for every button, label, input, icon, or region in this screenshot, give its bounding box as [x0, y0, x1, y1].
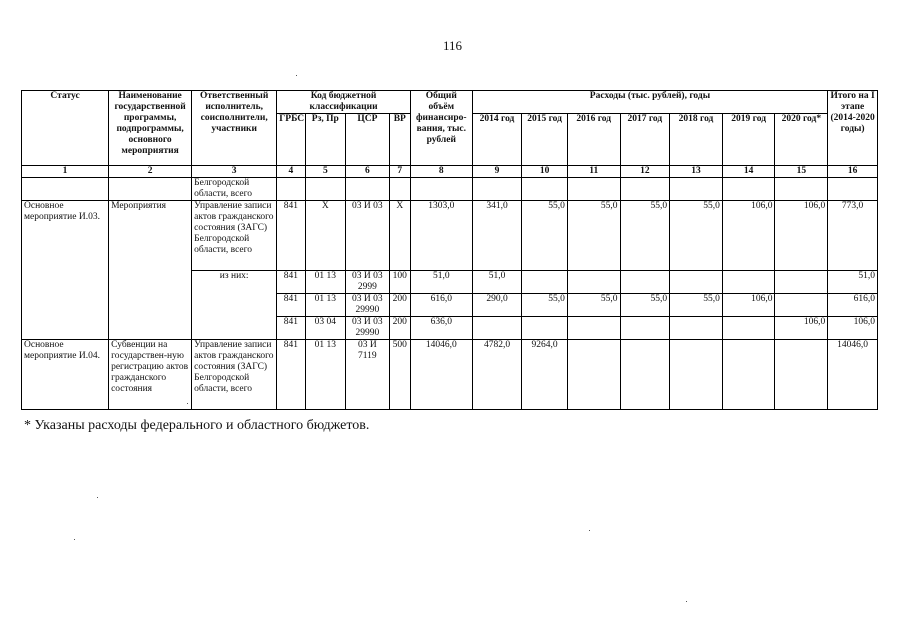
rz-pr-cell: Х	[305, 201, 346, 271]
rz-pr-cell: 01 13	[305, 294, 346, 317]
header-executor: Ответственный исполнитель, соисполнители, участники	[192, 91, 277, 166]
column-number: 5	[305, 166, 346, 178]
year-2020-cell: 106,0	[775, 317, 828, 340]
year-2019-cell	[722, 317, 775, 340]
grbs-cell: 841	[277, 294, 305, 317]
scan-speck	[589, 530, 590, 531]
csr-cell: 03 И 03	[346, 201, 390, 271]
stage-total-cell: 616,0	[828, 294, 878, 317]
year-2015-cell: 9264,0	[522, 340, 568, 410]
grbs-cell: 841	[277, 271, 305, 294]
header-grbs: ГРБС	[277, 114, 305, 166]
scan-speck	[74, 539, 75, 540]
vr-cell: Х	[389, 201, 410, 271]
year-2015-cell: 55,0	[522, 201, 568, 271]
column-number: 10	[522, 166, 568, 178]
column-numbers-row	[22, 166, 878, 178]
csr-cell: 03 И 03 29990	[346, 294, 390, 317]
header-year-2014: 2014 год	[472, 114, 522, 166]
column-number: 14	[722, 166, 775, 178]
header-status: Статус	[22, 91, 109, 166]
year-2016-cell	[567, 317, 620, 340]
rz-pr-cell: 01 13	[305, 340, 346, 410]
year-2018-cell	[670, 340, 723, 410]
year-2014-cell: 51,0	[472, 271, 522, 294]
header-year-2017: 2017 год	[620, 114, 670, 166]
year-2017-cell	[620, 317, 670, 340]
scan-speck	[97, 497, 98, 498]
header-year-2015: 2015 год	[522, 114, 568, 166]
scan-speck	[686, 601, 687, 602]
name-cell: Мероприятия	[109, 201, 192, 340]
year-2015-cell	[522, 317, 568, 340]
year-2018-cell	[670, 317, 723, 340]
year-2018-cell: 55,0	[670, 294, 723, 317]
grbs-cell: 841	[277, 201, 305, 271]
vr-cell: 500	[389, 340, 410, 410]
year-2020-cell: 106,0	[775, 201, 828, 271]
year-2014-cell: 290,0	[472, 294, 522, 317]
column-number: 6	[346, 166, 390, 178]
stage-total-cell: 106,0	[828, 317, 878, 340]
stage-total-cell: 51,0	[828, 271, 878, 294]
column-number: 15	[775, 166, 828, 178]
csr-cell: 03 И 03 2999	[346, 271, 390, 294]
vr-cell: 200	[389, 317, 410, 340]
year-2019-cell	[722, 340, 775, 410]
header-year-2020: 2020 год*	[775, 114, 828, 166]
header-rz-pr: Рз, Пр	[305, 114, 346, 166]
column-number: 7	[389, 166, 410, 178]
header-total-volume: Общий объём финансиро-вания, тыс. рублей	[410, 91, 472, 166]
year-2017-cell: 55,0	[620, 201, 670, 271]
rz-pr-cell: 03 04	[305, 317, 346, 340]
year-2014-cell	[472, 317, 522, 340]
page-number: 116	[442, 38, 463, 53]
column-number: 13	[670, 166, 723, 178]
stage-total-cell: 773,0	[828, 201, 878, 271]
header-budget-code: Код бюджетной классификации	[277, 91, 411, 114]
year-2018-cell	[670, 271, 723, 294]
executor-cell: Белгородской области, всего	[192, 178, 277, 201]
scan-speck	[187, 403, 188, 404]
status-cell: Основное мероприятие И.04.	[22, 340, 109, 410]
table-row	[22, 178, 878, 201]
budget-table	[21, 90, 878, 410]
header-year-2016: 2016 год	[567, 114, 620, 166]
year-2019-cell	[722, 271, 775, 294]
column-number: 2	[109, 166, 192, 178]
year-2014-cell: 4782,0	[472, 340, 522, 410]
year-2015-cell: 55,0	[522, 294, 568, 317]
grbs-cell: 841	[277, 317, 305, 340]
year-2020-cell	[775, 271, 828, 294]
csr-cell: 03 И 7119	[346, 340, 390, 410]
column-number: 11	[567, 166, 620, 178]
vr-cell: 100	[389, 271, 410, 294]
year-2016-cell	[567, 340, 620, 410]
executor-cell: Управление записи актов гражданского состояния (ЗАГС) Белгородской области, всего	[192, 340, 277, 410]
year-2017-cell: 55,0	[620, 294, 670, 317]
year-2017-cell	[620, 340, 670, 410]
footnote: * Указаны расходы федерального и областного бюджетов.	[24, 418, 370, 433]
year-2016-cell: 55,0	[567, 201, 620, 271]
header-vr: ВР	[389, 114, 410, 166]
year-2015-cell	[522, 271, 568, 294]
executor-cell: Управление записи актов гражданского состояния (ЗАГС) Белгородской области, всего	[192, 201, 277, 271]
status-cell: Основное мероприятие И.03.	[22, 201, 109, 340]
csr-cell: 03 И 03 29990	[346, 317, 390, 340]
year-2017-cell	[620, 271, 670, 294]
year-2019-cell: 106,0	[722, 294, 775, 317]
year-2018-cell: 55,0	[670, 201, 723, 271]
column-number: 12	[620, 166, 670, 178]
header-year-2019: 2019 год	[722, 114, 775, 166]
header-csr: ЦСР	[346, 114, 390, 166]
column-number: 8	[410, 166, 472, 178]
column-number: 4	[277, 166, 305, 178]
column-number: 3	[192, 166, 277, 178]
year-2020-cell	[775, 340, 828, 410]
header-total-stage: Итого на I этапе (2014-2020 годы)	[828, 91, 878, 166]
stage-total-cell: 14046,0	[828, 340, 878, 410]
table-row	[22, 340, 878, 410]
column-number: 1	[22, 166, 109, 178]
header-expenses: Расходы (тыс. рублей), годы	[472, 91, 828, 114]
name-cell: Субвенции на государствен-ную регистрацию актов гражданского состояния	[109, 340, 192, 410]
year-2019-cell: 106,0	[722, 201, 775, 271]
header-year-2018: 2018 год	[670, 114, 723, 166]
scan-speck	[296, 75, 297, 76]
column-number: 9	[472, 166, 522, 178]
table-row	[22, 201, 878, 271]
total-cell: 14046,0	[410, 340, 472, 410]
header-program-name: Наименование государственной программы, подпрограммы, основного мероприятия	[109, 91, 192, 166]
total-cell: 1303,0	[410, 201, 472, 271]
year-2020-cell	[775, 294, 828, 317]
executor-cell: из них:	[192, 271, 277, 340]
grbs-cell: 841	[277, 340, 305, 410]
column-number: 16	[828, 166, 878, 178]
vr-cell: 200	[389, 294, 410, 317]
year-2014-cell: 341,0	[472, 201, 522, 271]
total-cell: 636,0	[410, 317, 472, 340]
rz-pr-cell: 01 13	[305, 271, 346, 294]
year-2016-cell	[567, 271, 620, 294]
total-cell: 51,0	[410, 271, 472, 294]
total-cell: 616,0	[410, 294, 472, 317]
year-2016-cell: 55,0	[567, 294, 620, 317]
